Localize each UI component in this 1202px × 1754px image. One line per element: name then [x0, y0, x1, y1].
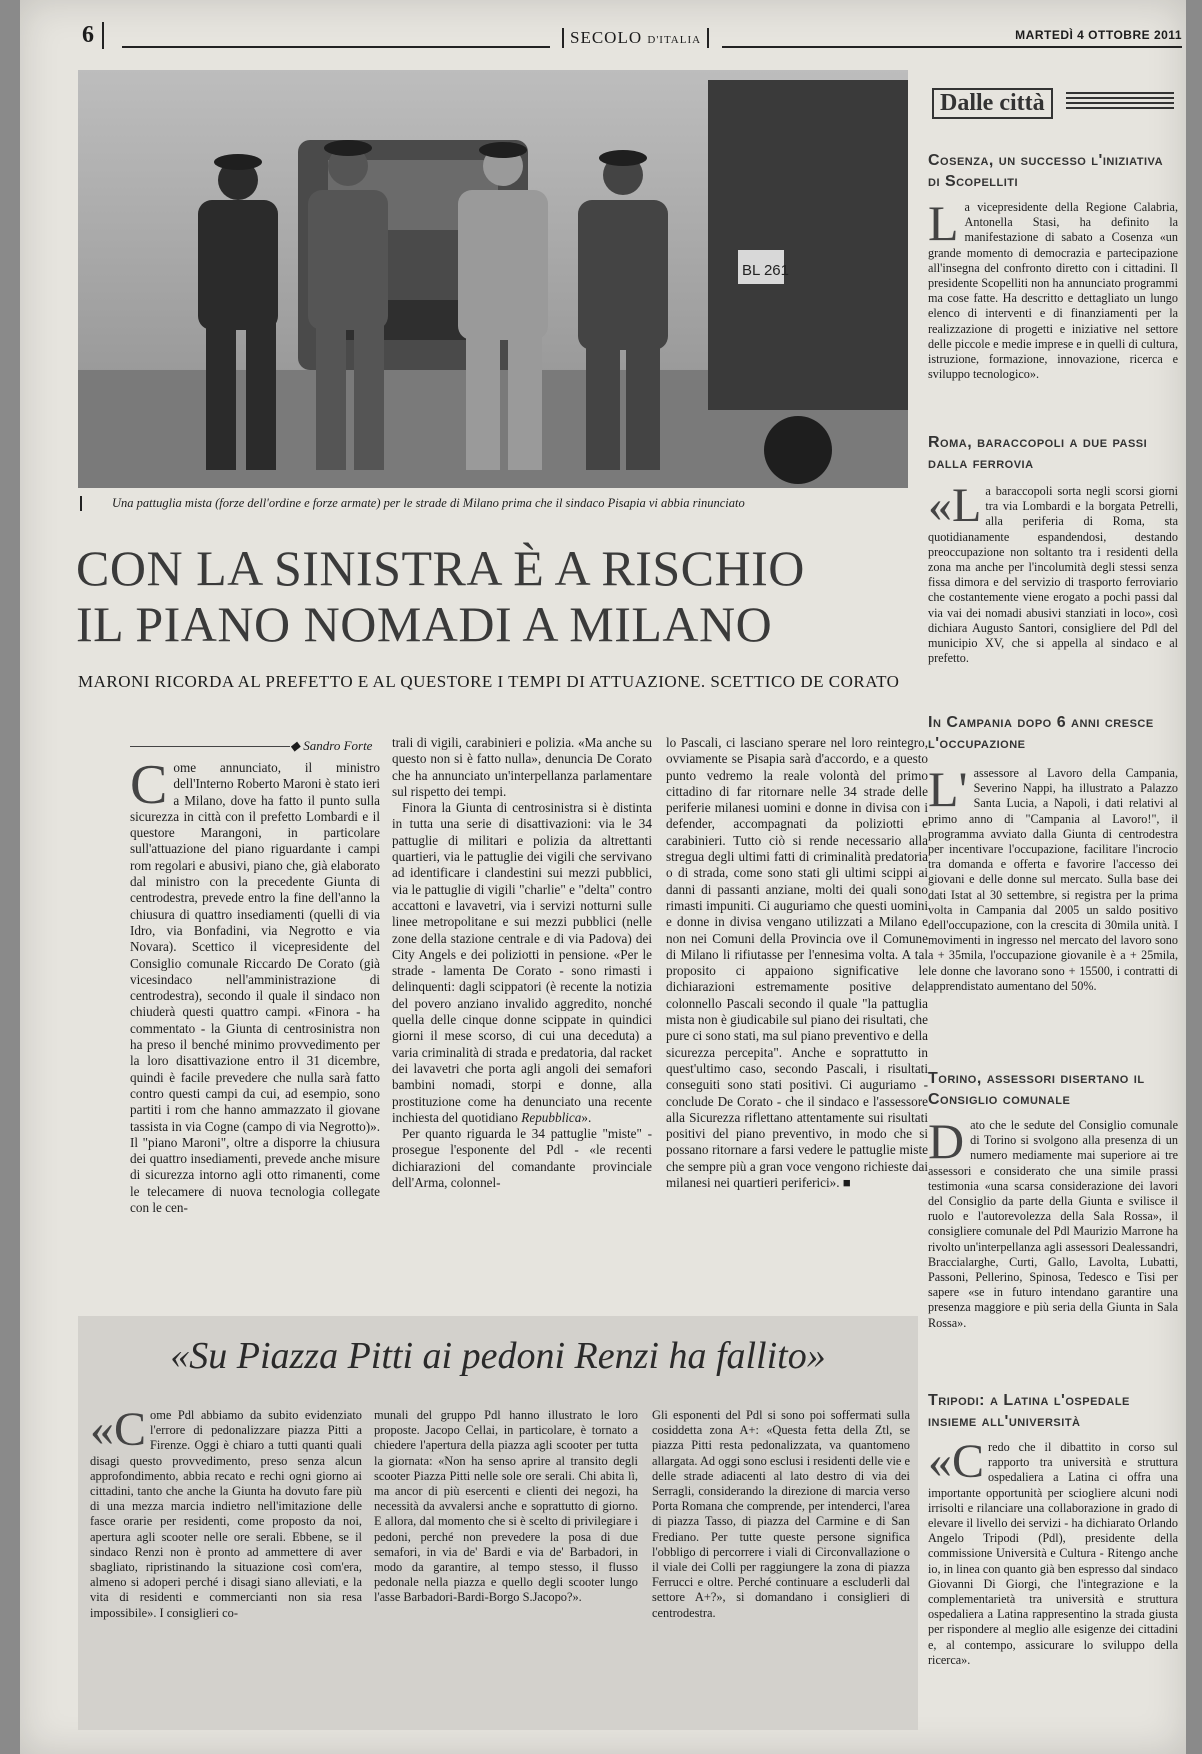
drop-cap: D — [928, 1113, 965, 1169]
boxed-column-1 — [90, 1403, 362, 1621]
section-label: Dalle città — [932, 88, 1053, 119]
boxed-column-2: munali del gruppo Pdl hanno illustrato le loro proposte. Jacopo Cellai, in particolare, è tornato a chiedere l'apertura della piazza agli scooter per tutta la giornata: «Non ha senso aprire al transito degli scooter Piazza Pitti nelle sole ore serali. Chi abita lì, ma ancor di più esercenti e clienti dei negozi, ha necessità da avvalersi anche e soprattutto di giorno. E allora, dal momento che si è scelto di privilegiare i pedoni, perché non prevedere la posa di due semafori, in via de' Bardi e via de' Barbadori, in modo da garantire, al tempo stesso, il flusso pedonale nella piazza e quello degli scooter lungo l'asse Barbadori-Bardi-Borgo S.Jacopo?». — [374, 1408, 638, 1605]
sidebar-story-title: Roma, baraccopoli a due passi dalla ferrovia — [928, 434, 1148, 472]
drop-cap: L' — [928, 761, 968, 817]
masthead-rule-right — [722, 46, 1182, 48]
brand-name: SECOLO — [570, 28, 643, 47]
page-number: 6 — [82, 22, 104, 49]
license-plate: BL 261 — [742, 262, 789, 279]
sidebar-story-title: Torino, assessori disertano il Consiglio comunale — [928, 1070, 1145, 1108]
sidebar-story-text — [928, 479, 1178, 694]
drop-cap: «L — [928, 479, 982, 532]
brand-suffix: D'ITALIA — [647, 34, 702, 46]
story-text: a baraccopoli sorta negli scorsi giorni tra via Lombardi e la borgata Petrelli, alla periferia di Roma, sta quotidianamente espandendosi, destando preoccupazione non soltanto tra i residenti della zona ma anche per l'incolumità degli stessi senza fissa dimora e del servizio di trasporto ferroviario che costantemente viene erogato a pochi passi dal via vai dei nomadi abusivi stanziati in loco», così dichiara Augusto Santori, consigliere del Pdl del municipio XV, che si appella al sindaco e al prefetto. — [928, 484, 1178, 666]
drop-cap: «C — [90, 1403, 147, 1456]
header-lines — [1066, 92, 1174, 110]
story-text: redo che il dibattito in corso sul rapporto tra università e struttura ospedaliera a Latina ci offra una importante opportunità per sciogliere alcuni nodi irrisolti e rilanciare una collaborazione in grado di elevare il livello dei servizi - ha dichiarato Orlando Angelo Tripodi (Pdl), presidente della commissione Università e Cultura - Ritengo anche io, in linea con quanto già ben espresso dal sindaco Giovanni Di Giorgi, che l'integrazione e la complementarietà tra università e struttura ospedaliera a Latina rappresentino la strada giusta per rispondere al meglio alle esigenze dei cittadini e, al contempo, assicurare lo sviluppo della ricerca». — [928, 1440, 1178, 1667]
section-header — [926, 84, 1174, 120]
photo-caption: Una pattuglia mista (forze dell'ordine e forze armate) per le strade di Milano prima che il sindaco Pisapia vi abbia rinunciato — [80, 496, 932, 511]
sidebar-story-text — [928, 1113, 1178, 1386]
drop-cap: C — [130, 754, 168, 816]
article-paragraph: Per quanto riguarda le 34 pattuglie "miste" - prosegue l'esponente del Pdl - «le recenti dichiarazioni del comandante provinciale dell'Arma, colonnel- — [392, 1126, 652, 1191]
sidebar-story-text — [928, 195, 1178, 410]
article-paragraph: lo Pascali, ci lasciano sperare nel loro reintegro, ovviamente se Pisapia sarà d'accordo, e a questo punto vedremo la reale volontà del primo cittadino di far ritornare nelle 34 strade delle periferie milanesi uomini e donne in divisa con i defender, accompagnati da poliziotti e carabinieri. Tutto ciò si rende necessario alla stregua degli ultimi fatti di criminalità predatoria o di strada, come sono stati gli ultimi scippi ai danni di passanti anziane, molti dei quali sono rimasti impuniti. Ci auguriamo che questi uomini e donne in divisa vengano utilizzati a Milano e non nei Comuni della Provincia ove il Comune di Milano li rifiutasse per l'ennesima volta. A tal proposito ci appaiono significative le dichiarazioni estremamente positive del colonnello Pascali secondo il quale "la pattuglia mista non è giudicabile sul piano dei risultati, che pure ci sono stati, ma sul piano preventivo e della sicurezza percepita". Anche e soprattutto in quest'ultimo caso, secondo Pascali, i risultati conseguiti sono stati positivi. Ci auguriamo - conclude De Corato - che il sindaco e l'assessore alla Sicurezza riflettano attentamente sui risultati positivi del piano preventivo, in modo che si possano ritornare a farsi vedere le pattuglie miste che sempre più a gran voce vengono richieste dai milanesi nei quartieri periferici». ■ — [666, 735, 928, 1191]
boxed-column-3: Gli esponenti del Pdl si sono poi soffermati sulla cosiddetta zona A+: «Questa fetta della Ztl, se piazza Pitti resta pedonalizzata, va quantomeno allargata. Ad oggi sono esclusi i residenti delle vie e delle strade adiacenti al lato destro di via dei Serragli, considerando la direzione di marcia verso Porta Romana che comprende, per intenderci, l'area di piazza Tasso, di piazza del Carmine e di San Frediano. Per tutte queste persone significa l'obbligo di percorrere i viali di Circonvallazione o il viale dei Colli per raggiungere la zona di piazza Ferrucci e oltre. Perché continuare a escluderli dal settore A+?», si domandano i consiglieri di centrodestra. — [652, 1408, 910, 1620]
byline: ◆ Sandro Forte — [290, 738, 373, 753]
headline-line-1: CON LA SINISTRA È A RISCHIO — [76, 540, 805, 596]
story-text: ato che le sedute del Consiglio comunale di Torino si svolgono alla presenza di un numero mediamente mai superiore ai tre assessori e considerato che una simile prassi testimonia «una scarsa considerazione dei lavori del Consiglio da parte della Giunta e svilisce il ruolo e l'autorevolezza della Sala Rossa», il consigliere comunale del Pdl Maurizio Marrone ha rivolto un'interpellanza agli assessori Dealessandri, Braccialarghe, Curti, Gallo, Lavolta, Lubatti, Passoni, Pellerino, Spinosa, Tedesco e Tisi per sapere «se in futuro intendano garantire una presenza maggiore e più seria della Giunta in Sala Rossa». — [928, 1118, 1178, 1330]
article-column-1 — [130, 754, 380, 1216]
headline-line-2: IL PIANO NOMADI A MILANO — [76, 596, 773, 652]
drop-cap: L — [928, 195, 959, 251]
main-headline — [76, 540, 926, 652]
article-text: ome Pdl abbiamo da subito evidenziato l'errore di pedonalizzare piazza Pitti a Firenze. Oggi è chiaro a tutti quanti quali disagi questo provvedimento, preso senza alcun approfondimento, abbia recato e rechi ogni giorno ai cittadini, tanto che anche la Giunta ha dovuto fare più di una mezza marcia indietro nell'imitazione delle fasce orarie per residenti, come proposto da noi, apertura agli scooter nelle ore serali. Ebbene, se il sindaco Renzi non è pronto ad ammettere di aver sbagliato, ripristinando la situazione così com'era, almeno si adoperi perché i disagi siano alleviati, e la vita di residenti e commercianti non sia resa impossibile». I consiglieri co- — [90, 1408, 362, 1620]
masthead — [82, 22, 1182, 52]
subheadline: MARONI RICORDA AL PREFETTO E AL QUESTORE I TEMPI DI ATTUAZIONE. SCETTICO DE CORATO — [78, 672, 900, 691]
article-column-3 — [666, 735, 928, 1191]
sidebar-story-text — [928, 1435, 1178, 1740]
article-paragraph: trali di vigili, carabinieri e polizia. «Ma anche su questo non si è fatto nulla», denuncia De Corato che ha annunciato un'interpellanza parlamentare sul rispetto dei tempi. — [392, 735, 652, 799]
article-paragraph — [392, 800, 652, 1126]
paragraph-text: Finora la Giunta di centrosinistra si è distinta in tutta una serie di disattivazioni: via le 34 pattuglie di militari e polizia da altrettanti quartieri, via le pattuglie dei vigili che servivano ad identificare i clandestini sui mezzi pubblici, via le pattuglie di vigili "charlie" e "delta" contro accattoni e lavavetri, via i servizi notturni sulle linee metropolitane e sui mezzi pubblici (nelle zone della stazione centrale e di via Padova) dei City Angels e dei poliziotti in pensione. «Per le strade - lamenta De Corato - sono rimasti i delinquenti: dagli scippatori (è recente la notizia del povero anziano invalido aggredito, nonché quella delle cinque donne scippate in quindici giorni il mese scorso, di cui una deceduta) a varia criminalità di strada e predatoria, dal racket dei lavavetri che porta agli angoli dei semafori bambini nomadi, storpi e donne, alla prostituzione come ha denunciato una recente inchiesta del quotidiano — [392, 800, 652, 1125]
sidebar-story-title: Tripodi: a Latina l'ospedale insieme all'università — [928, 1392, 1130, 1430]
news-photo — [78, 70, 908, 488]
boxed-article — [78, 1316, 918, 1730]
article-column-2 — [392, 735, 652, 1191]
newspaper-page — [20, 0, 1186, 1754]
boxed-article-title: «Su Piazza Pitti ai pedoni Renzi ha fallito» — [170, 1335, 826, 1377]
story-text: assessore al Lavoro della Campania, Severino Nappi, ha illustrato a Palazzo Santa Lucia, a Napoli, i dati relativi al primo anno di "Campania al Lavoro!", il programma avviato dalla Giunta di centrodestra per incentivare l'occupazione, facilitare l'incrocio tra domanda e offerta e favorire l'accesso dei giovani e delle donne sul mercato. Sulla base dei dati Istat al 30 settembre, si registra per la prima volta in Campania dal 2005 un saldo positivo dell'occupazione, con la crescita di 30mila unità. I movimenti in ingresso nel mercato del lavoro sono a + 35mila, l'occupazione giovanile è a + 25mila, le donne che lavorano sono + 15500, i contratti di apprendistato aumentano del 50%. — [928, 766, 1178, 993]
issue-date: MARTEDÌ 4 OTTOBRE 2011 — [1015, 28, 1182, 42]
masthead-rule-left — [122, 46, 550, 48]
newspaper-name: Repubblica — [521, 1109, 582, 1125]
article-text: ome annunciato, il ministro dell'Interno Roberto Maroni è stato ieri a Milano, dove ha fatto il punto sulla sicurezza in città con il prefetto Lombardi e il questore Marangoni, in particolare sull'attuazione del piano riguardante i campi rom regolari e abusivi, piano che, già elaborato dal ministro con la precedente Giunta di centrodestra, prevede entro la fine dell'anno la chiusura di quattro insediamenti (quelli di via Idro, via Bonfadini, via Negrotto e via Novara). Scettico il vicepresidente del Consiglio comunale Riccardo De Corato (già vicesindaco nell'amministrazione di centrodestra), secondo il quale il sindaco non chiuderà questi quattro campi. «Finora - ha commentato - la Giunta di centrosinistra non ha preso il benché minimo provvedimento per la loro disattivazione entro il 31 dicembre, quindi è facile prevedere che nulla sarà fatto contro questi campi da cui, ad esempio, sono partiti i rom che hanno ammazzato il giovane tassista in via Cogne (campo di via Negrotto)». Il "piano Maroni", oltre a disporre la chiusura dei quattro insediamenti, prevede anche misure di sicurezza intorno agli otto rimanenti, come le telecamere di nuova tecnologia collegate con le cen- — [130, 760, 380, 1216]
paragraph-end: ». — [581, 1109, 592, 1125]
photo-illustration — [78, 70, 908, 488]
sidebar-story-title: Cosenza, un successo l'iniziativa di Scopelliti — [928, 152, 1164, 190]
sidebar-story-text — [928, 761, 1178, 1046]
drop-cap: «C — [928, 1435, 985, 1488]
sidebar-story-title: In Campania dopo 6 anni cresce l'occupazione — [928, 714, 1154, 752]
newspaper-brand — [562, 28, 709, 48]
story-text: a vicepresidente della Regione Calabria, Antonella Stasi, ha definito la manifestazione di sabato a Cosenza «un grande momento di democrazia e partecipazione all'insegna del confronto diretto con i cittadini. Il presidente Scopelliti non ha annunciato programmi ma cose fatte. Ha descritto e dettagliato un lungo elenco di interventi e di finanziamenti per la realizzazione di progetti e iniziative nel settore delle piccole e medie imprese e in quelli di cultura, istruzione, formazione, innovazione, ricerca e sviluppo tecnologico». — [928, 200, 1178, 382]
byline-rule — [130, 746, 290, 747]
